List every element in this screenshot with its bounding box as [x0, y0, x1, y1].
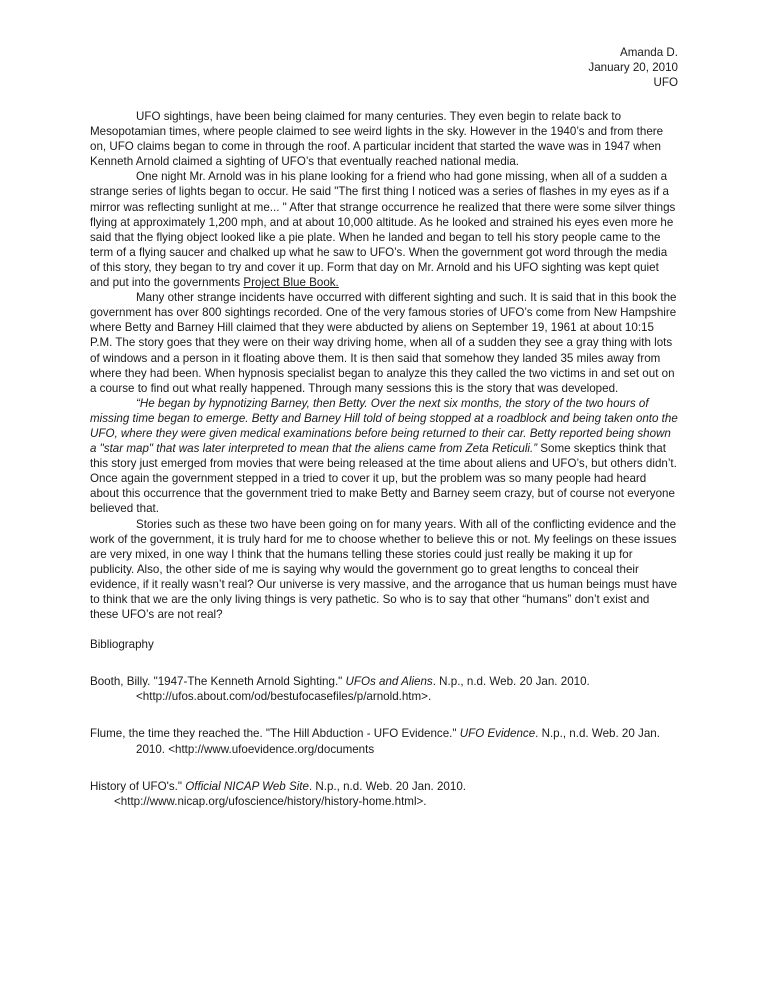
bib-entry-title: Official NICAP Web Site	[185, 779, 309, 793]
bibliography-entry	[90, 726, 678, 756]
bib-entry-title: UFOs and Aliens	[345, 675, 433, 689]
hill-quote: “He began by hypnotizing Barney, then Betty. Over the next six months, the story of the two hours of missing time began to emerge. Betty and Barney Hill told of being stopped at a roadblock and being taken onto the UFO, where they were given medical examinations before being returned to their car. Betty reported being shown a "star map" that was later interpreted to mean that the aliens came from Zeta Reticuli.”	[90, 396, 678, 456]
bib-entry-suffix: . N.p., n.d. Web. 20 Jan. 2010. <http://www.ufoevidence.org/documents	[136, 727, 660, 756]
bib-entry-prefix: Booth, Billy. "1947-The Kenneth Arnold Sighting."	[90, 675, 346, 689]
author-name: Amanda D.	[620, 46, 678, 59]
bib-entry-prefix: History of UFO's."	[90, 779, 186, 793]
paragraph-hill: Many other strange incidents have occurred with different sighting and such. It is said that in this book the government has over 800 sightings recorded. One of the very famous stories of UFO’s come from New Hampshire where Betty and Barney Hill claimed that they were abducted by aliens on September 19, 1961 at about 10:15 P.M. The story goes that they were on their way driving home, when all of a sudden they see a gray thing with lots of windows and a person in it floating above them. It is then said that somehow they landed 35 miles away from where they had been. When hypnosis specialist began to analyze this they called the two victims in and set out on a course to find out what really happened. Through many sessions this is the story that was developed.	[90, 291, 677, 395]
bibliography-heading: Bibliography	[90, 638, 154, 652]
document-subject: UFO	[653, 76, 678, 89]
paragraph-quote	[90, 396, 678, 517]
paragraph-conclusion: Stories such as these two have been going on for many years. With all of the conflicting evidence and the work of the government, it is truly hard for me to choose whether to believe this or not. My feelings on these issues are very mixed, in one way I think that the humans telling these stories could just really be making it up for publicity. Also, the other side of me is saying why would the government go to great lengths to conceal their evidence, if it really wasn’t real? Our universe is very massive, and the arrogance that us human beings must have to think that we are the only living things is very pathetic. So who is to say that other “humans” don’t exist and these UFO’s are not real?	[90, 517, 678, 622]
paragraph-arnold	[90, 169, 678, 290]
document-body	[90, 109, 678, 809]
bib-entry-suffix: . N.p., n.d. Web. 20 Jan. 2010. <http://ufos.about.com/od/bestufocasefiles/p/arnold.htm>.	[136, 675, 590, 704]
bib-entry-title: UFO Evidence	[459, 727, 536, 741]
bib-entry-suffix: . N.p., n.d. Web. 20 Jan. 2010. <http://www.nicap.org/ufoscience/history/history-home.html>.	[114, 779, 466, 808]
paragraph-quote-rest: Some skeptics think that this story just emerged from movies that were being released at the time about aliens and UFO’s, but others didn’t. Once again the government stepped in a tried to cover it up, but the problem was so many people had heard about this occurrence that the government tried to make Betty and Barney seem crazy, but of course not everyone believed that.	[90, 442, 677, 516]
document-date: January 20, 2010	[588, 61, 678, 74]
bibliography-entry	[90, 779, 678, 809]
bib-entry-prefix: Flume, the time they reached the. "The Hill Abduction - UFO Evidence."	[90, 727, 460, 741]
document-header	[588, 45, 678, 90]
paragraph-intro: UFO sightings, have been being claimed for many centuries. They even begin to relate back to Mesopotamian times, where people claimed to see weird lights in the sky. However in the 1940’s and from there on, UFO claims began to come in through the roof. A particular incident that started the wave was in 1947 when Kenneth Arnold claimed a sighting of UFO’s that eventually reached national media.	[90, 110, 664, 169]
bibliography-entry	[90, 674, 678, 704]
paragraph-arnold-text: One night Mr. Arnold was in his plane looking for a friend who had gone missing, when all of a sudden a strange series of lights began to occur. He said "The first thing I noticed was a series of flashes in my eyes as if a mirror was reflecting sunlight at me... " After that strange occurrence he realized that there were some silver things flying at approximately 1,200 mph, and at about 10,000 altitude. As he looked and strained his eyes even more he said that the flying object looked like a pie plate. When he landed and began to tell his story people came to the term of a flying saucer and chalked up what he saw to UFO’s. When the government got word through the media of this story, they began to try and cover it up. Form that day on Mr. Arnold and his UFO sighting was kept quiet and put into the governments	[90, 170, 676, 290]
project-blue-book-link: Project Blue Book.	[243, 276, 339, 290]
